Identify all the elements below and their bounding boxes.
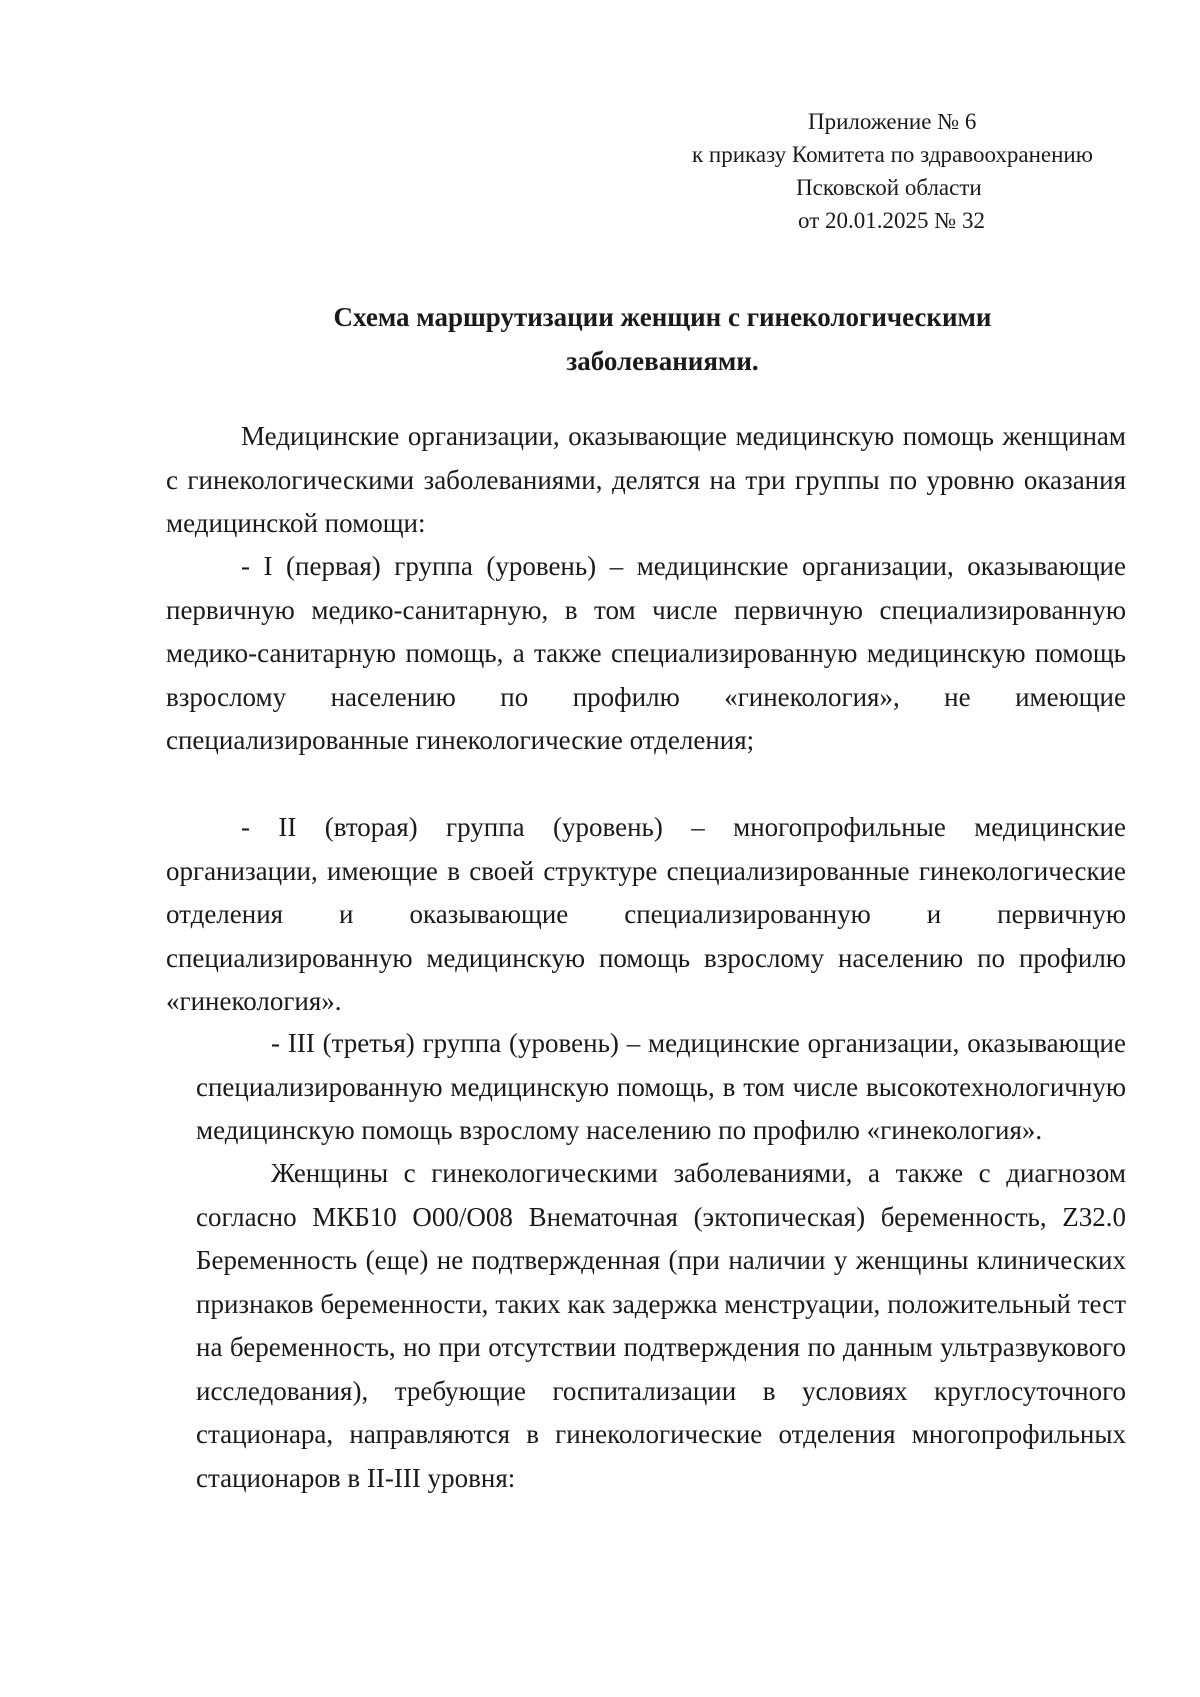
order-date-number: от 20.01.2025 № 32 [798, 208, 985, 233]
women-routing-paragraph: Женщины с гинекологическими заболеваниями, а также с диагнозом согласно МКБ10 O00/O08 Внематочная (эктопическая) беременность, Z32.0 Беременность (еще) не подтвержденная (при наличии у женщины клинических признаков беременности, таких как задержка менструации, положительный тест на беременность, но при отсутствии подтверждения по данным ультразвукового исследования), требующие госпитализации в условиях круглосуточного стационара, направляются в гинекологические отделения многопрофильных стационаров в II-III уровня: [196, 1158, 1126, 1493]
region-name: Псковской области [796, 175, 982, 200]
appendix-number: Приложение № 6 [808, 109, 977, 134]
group-2-paragraph: - II (вторая) группа (уровень) – многопрофильные медицинские организации, имеющие в своей структуре специализированные гинекологические отделения и оказывающие специализированную и первичную специализированную медицинскую помощь взрослому населению по профилю «гинекология». [166, 812, 1126, 1016]
order-reference: к приказу Комитета по здравоохранению [692, 142, 1093, 167]
title-line-1: Схема маршрутизации женщин с гинекологическими [333, 302, 992, 332]
document-title [150, 295, 1175, 383]
appendix-header [620, 105, 1120, 237]
group-3-paragraph: - III (третья) группа (уровень) – медицинские организации, оказывающие специализированную медицинскую помощь, в том числе высокотехнологичную медицинскую помощь взрослому населению по профилю «гинекология». [196, 1028, 1126, 1145]
group-1-paragraph: - I (первая) группа (уровень) – медицинские организации, оказывающие первичную медико-санитарную, в том числе первичную специализированную медико-санитарную помощь, а также специализированную медицинскую помощь взрослому населению по профилю «гинекология», не имеющие специализированные гинекологические отделения; [166, 551, 1126, 755]
intro-paragraph: Медицинские организации, оказывающие медицинскую помощь женщинам с гинекологическими заболеваниями, делятся на три группы по уровню оказания медицинской помощи: [166, 421, 1126, 538]
title-line-2: заболеваниями. [566, 346, 759, 376]
